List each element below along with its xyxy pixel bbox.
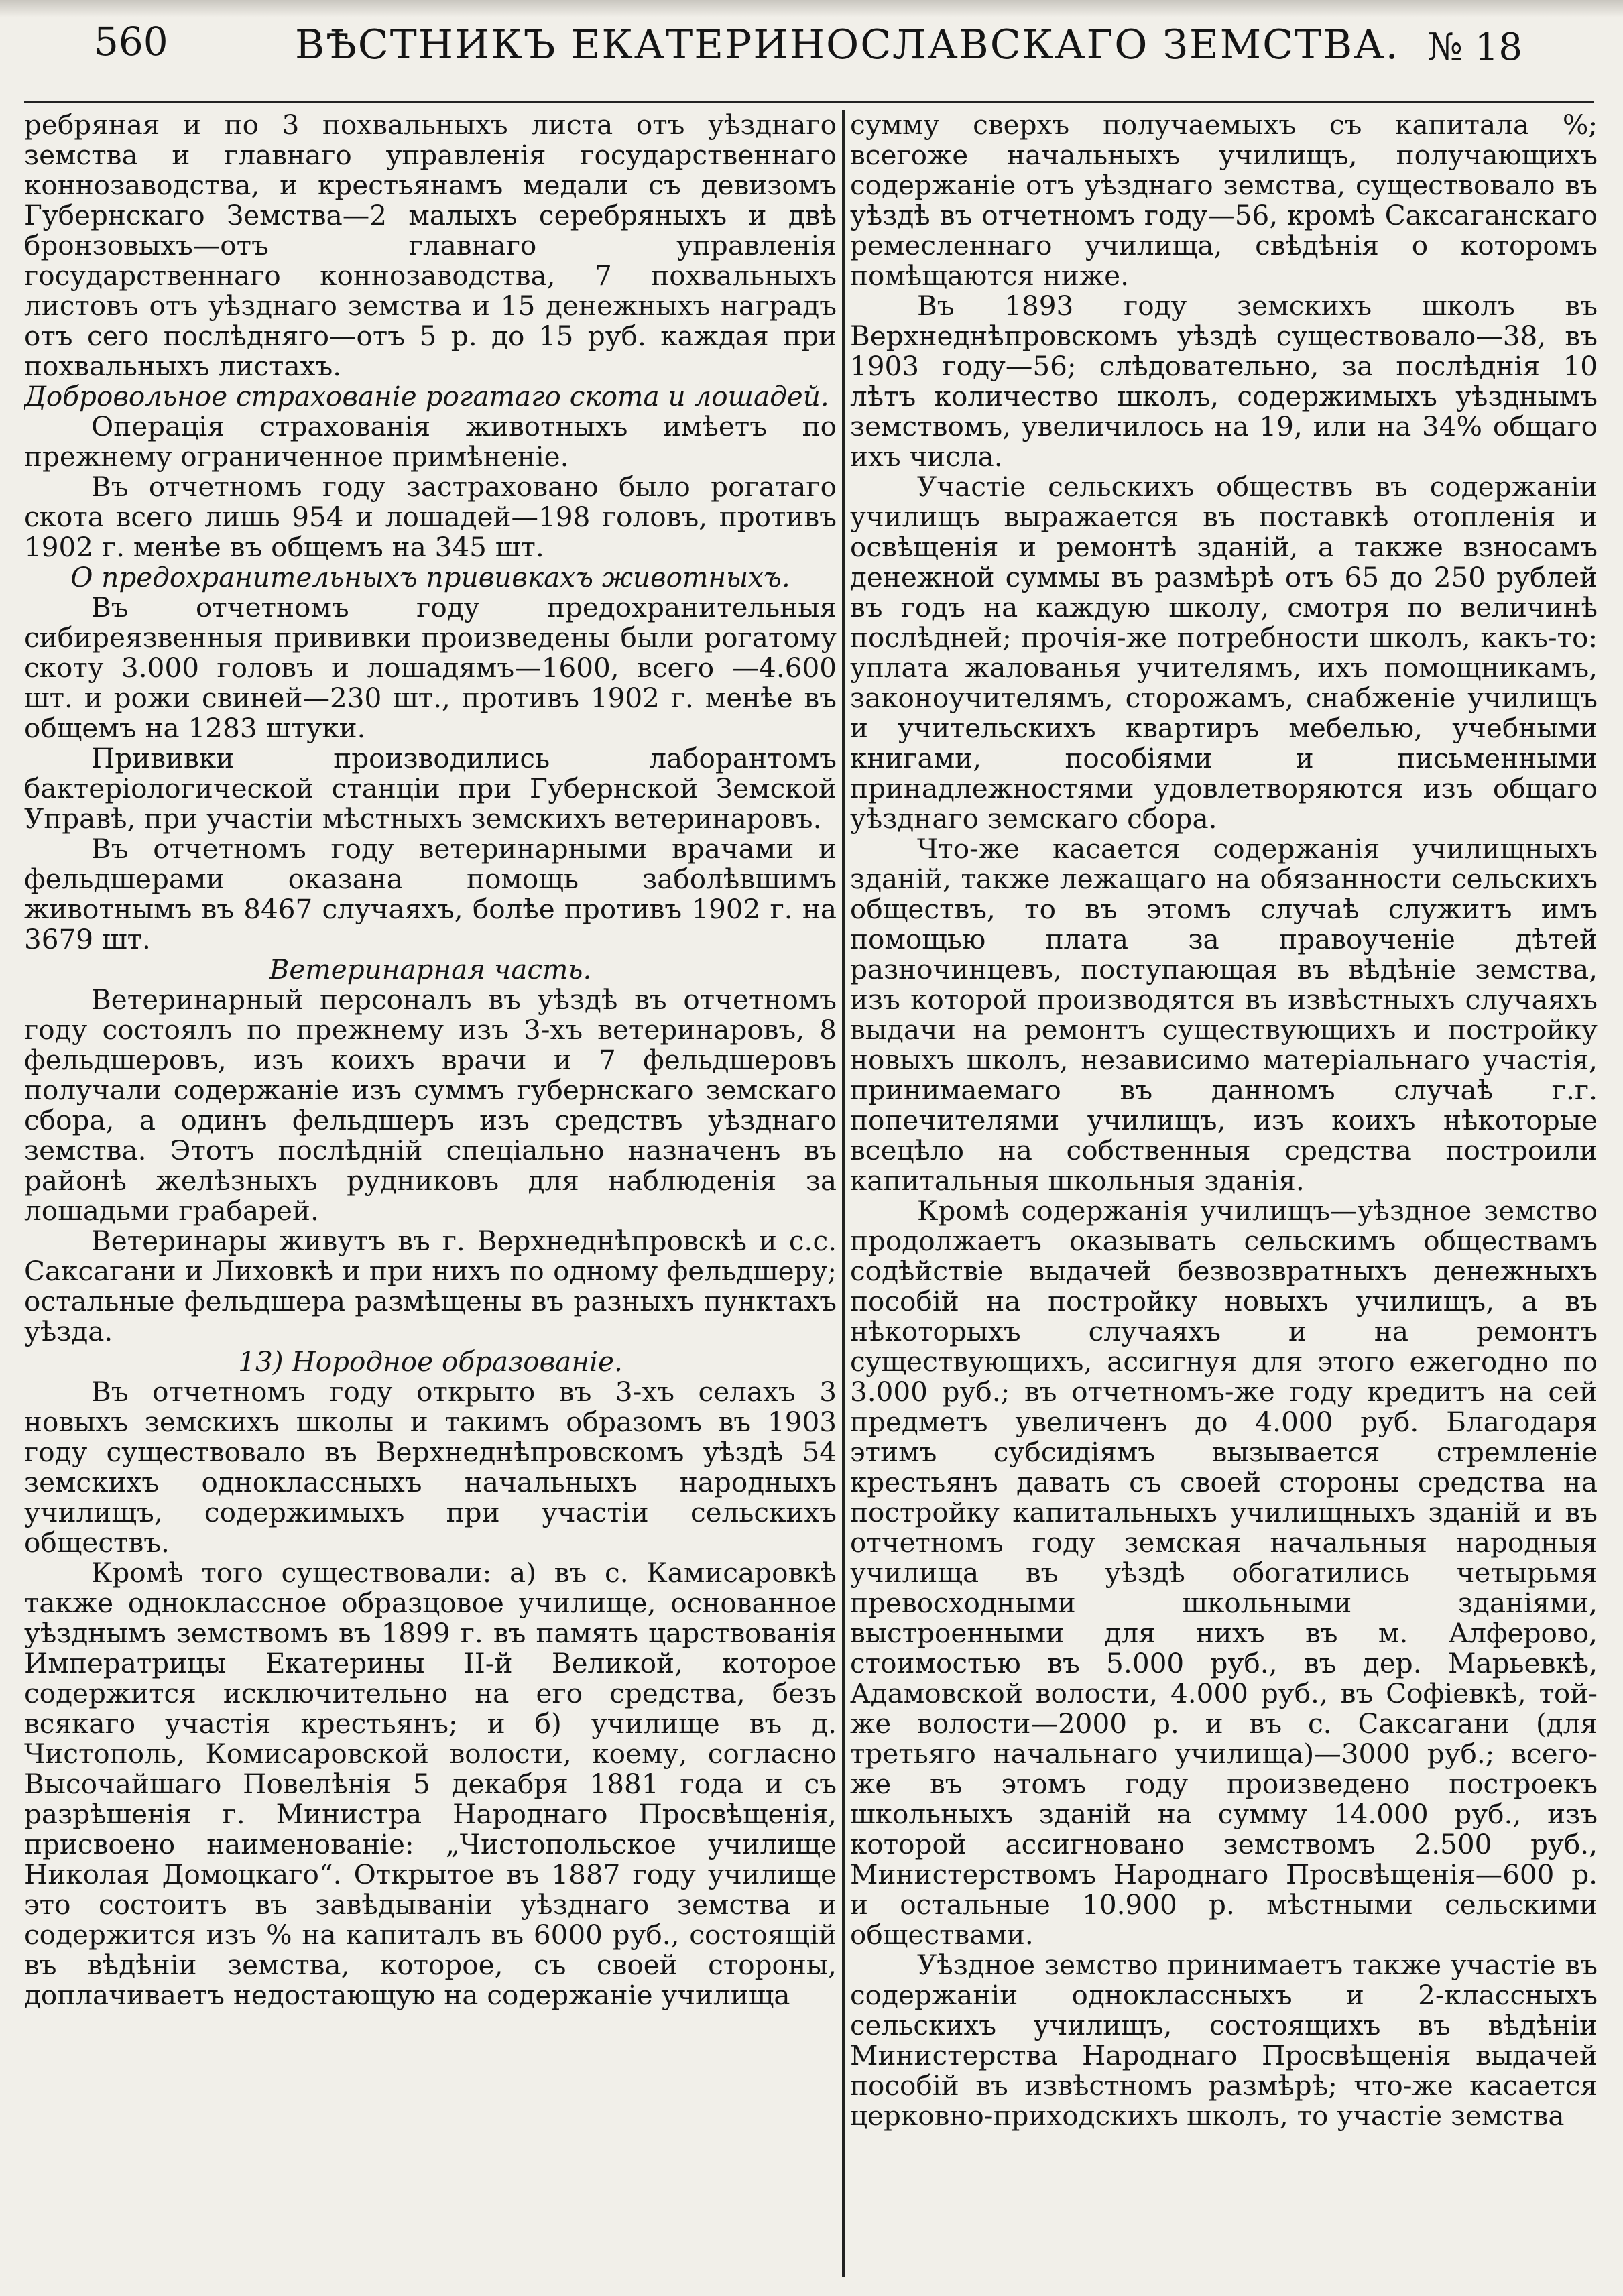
journal-title: ВѢСТНИКЪ ЕКАТЕРИНОСЛАВСКАГО ЗЕМСТВА. [295, 21, 1400, 68]
paragraph: сумму сверхъ получаемыхъ съ капитала %; всегоже начальныхъ училищъ, получающихъ содержаніе отъ уѣзднаго земства, существовало въ уѣздѣ въ отчетномъ году—56, кромѣ Саксаганскаго ремесленнаго училища, свѣдѣнія о которомъ помѣщаются ниже. [850, 110, 1598, 292]
running-head [94, 19, 1522, 93]
paragraph: Въ 1893 году земскихъ школъ въ Верхнеднѣпровскомъ уѣздѣ существовало—38, въ 1903 году—56; слѣдовательно, за послѣднія 10 лѣтъ количество школъ, содержимыхъ уѣзднымъ земствомъ, увеличилось на 19, или на 34% общаго ихъ числа. [850, 290, 1598, 473]
section-heading: О предохранительныхъ прививкахъ животныхъ. [70, 561, 790, 593]
section-heading: 13) Нородное образованіе. [238, 1345, 623, 1378]
paragraph: Въ отчетномъ году предохранительныя сибиреязвенныя прививки произведены были рогатому скоту 3.000 головъ и лошадямъ—1600, всего —4.600 шт. и рожи свиней—230 шт., противъ 1902 г. менѣе въ общемъ на 1283 штуки. [24, 591, 837, 744]
header-rule [24, 101, 1594, 103]
paragraph: Ветеринарный персоналъ въ уѣздѣ въ отчетномъ году состоялъ по прежнему изъ 3-хъ ветеринаровъ, 8 фельдшеровъ, изъ коихъ врачи и 7 фельдшеровъ получали содержаніе изъ суммъ губернскаго земскаго сбора, а одинъ фельдшеръ изъ средствъ уѣзднаго земства. Этотъ послѣдній спеціально назначенъ въ районѣ желѣзныхъ рудниковъ для наблюденія за лошадьми грабарей. [24, 983, 837, 1227]
section-heading: Ветеринарная часть. [269, 953, 592, 985]
paragraph: Участіе сельскихъ обществъ въ содержаніи училищъ выражается въ поставкѣ отопленія и освѣщенія и ремонтѣ зданій, а также взносамъ денежной суммы въ размѣрѣ отъ 65 до 250 рублей въ годъ на каждую школу, смотря по величинѣ послѣдней; прочія-же потребности школъ, какъ-то: уплата жалованья учителямъ, ихъ помощникамъ, законоучителямъ, сторожамъ, снабженіе училищъ и учительскихъ квартиръ мебелью, учебными книгами, пособіями и письменными принадлежностями удовлетворяются изъ общаго уѣзднаго земскаго сбора. [850, 471, 1598, 835]
issue-number: № 18 [1427, 25, 1522, 69]
page-number: 560 [94, 19, 168, 64]
paragraph: Ветеринары живутъ въ г. Верхнеднѣпровскѣ и с.с. Саксагани и Лиховкѣ и при нихъ по одному фельдшеру; остальные фельдшера размѣщены въ разныхъ пунктахъ уѣзда. [24, 1225, 837, 1347]
paragraph: Прививки производились лаборантомъ бактеріологической станціи при Губернской Земской Управѣ, при участіи мѣстныхъ земскихъ ветеринаровъ. [24, 742, 837, 835]
paragraph: Что-же касается содержанія училищныхъ зданій, также лежащаго на обязанности сельскихъ обществъ, то въ этомъ случаѣ служитъ имъ помощью плата за правоученіе дѣтей разночинцевъ, поступающая въ вѣдѣніе земства, изъ которой производятся въ извѣстныхъ случаяхъ выдачи на ремонтъ существующихъ и постройку новыхъ школъ, независимо матеріальнаго участія, принимаемаго въ данномъ случаѣ г.г. попечителями училищъ, изъ коихъ нѣкоторые всецѣло на собственныя средства построили капитальныя школьныя зданія. [850, 833, 1598, 1197]
right-column [850, 110, 1598, 2272]
paragraph: Кромѣ того существовали: а) въ с. Камисаровкѣ также одноклассное образцовое училище, основанное уѣзднымъ земствомъ въ 1899 г. въ память царствованія Императрицы Екатерины II-й Великой, которое содержится исключительно на его средства, безъ всякаго участія крестьянъ; и б) училище въ д. Чистополь, Комисаровской волости, коему, согласно Высочайшаго Повелѣнія 5 декабря 1881 года и съ разрѣшенія г. Министра Народнаго Просвѣщенія, присвоено наименованіе: „Чистопольское училище Николая Домоцкаго“. Открытое въ 1887 году училище это состоитъ въ завѣдываніи уѣзднаго земства и содержится изъ % на капиталъ въ 6000 руб., состоящій въ вѣдѣніи земства, которое, съ своей стороны, доплачиваетъ недостающую на содержаніе училища [24, 1557, 837, 2011]
paragraph: Въ отчетномъ году ветеринарными врачами и фельдшерами оказана помощь заболѣвшимъ животнымъ въ 8467 случаяхъ, болѣе противъ 1902 г. на 3679 шт. [24, 833, 837, 955]
left-column [24, 110, 837, 2272]
paragraph: Уѣздное земство принимаетъ также участіе въ содержаніи одноклассныхъ и 2-классныхъ сельскихъ училищъ, состоящихъ въ вѣдѣніи Министерства Народнаго Просвѣщенія выдачей пособій въ извѣстномъ размѣрѣ; что-же касается церковно-приходскихъ школъ, то участіе земства [850, 1949, 1598, 2132]
paragraph: Въ отчетномъ году открыто въ 3-хъ селахъ 3 новыхъ земскихъ школы и такимъ образомъ въ 1903 году существовало въ Верхнеднѣпровскомъ уѣздѣ 54 земскихъ одноклассныхъ начальныхъ народныхъ училищъ, содержимыхъ при участіи сельскихъ обществъ. [24, 1376, 837, 1559]
paragraph: ребряная и по 3 похвальныхъ листа отъ уѣзднаго земства и главнаго управленія государственнаго коннозаводства, и крестьянамъ медали съ девизомъ Губернскаго Земства—2 малыхъ серебряныхъ и двѣ бронзовыхъ—отъ главнаго управленія государственнаго коннозаводства, 7 похвальныхъ листовъ отъ уѣзднаго земства и 15 денежныхъ наградъ отъ сего послѣдняго—отъ 5 р. до 15 руб. каждая при похвальныхъ листахъ. [24, 110, 837, 382]
paragraph: Операція страхованія животныхъ имѣетъ по прежнему ограниченное примѣненіе. [24, 410, 837, 473]
section-heading: Добровольное страхованіе рогатаго скота и лошадей. [24, 380, 829, 412]
paragraph: Кромѣ содержанія училищъ—уѣздное земство продолжаетъ оказывать сельскимъ обществамъ содѣйствіе выдачей безвозвратныхъ денежныхъ пособій на постройку новыхъ училищъ, а въ нѣкоторыхъ случаяхъ и на ремонтъ существующихъ, ассигнуя для этого ежегодно по 3.000 руб.; въ отчетномъ-же году кредитъ на сей предметъ увеличенъ до 4.000 руб. Благодаря этимъ субсидіямъ вызывается стремленіе крестьянъ давать съ своей стороны средства на постройку капитальныхъ училищныхъ зданій и въ отчетномъ году земская начальныя народныя училища въ уѣздѣ обогатились четырьмя превосходными школьными зданіями, выстроенными для нихъ въ м. Алферово, стоимостью въ 5.000 руб., въ дер. Марьевкѣ, Адамовской волости, 4.000 руб., въ Софіевкѣ, той-же волости—2000 р. и въ с. Саксагани (для третьяго начальнаго училища)—3000 руб.; всего-же въ этомъ году произведено построекъ школьныхъ зданій на сумму 14.000 руб., изъ которой ассигновано земствомъ 2.500 руб., Министерствомъ Народнаго Просвѣщенія—600 р. и остальные 10.900 р. мѣстными сельскими обществами. [850, 1195, 1598, 1951]
column-divider [842, 110, 845, 2277]
paragraph: Въ отчетномъ году застраховано было рогатаго скота всего лишь 954 и лошадей—198 головъ, противъ 1902 г. менѣе въ общемъ на 345 шт. [24, 471, 837, 563]
